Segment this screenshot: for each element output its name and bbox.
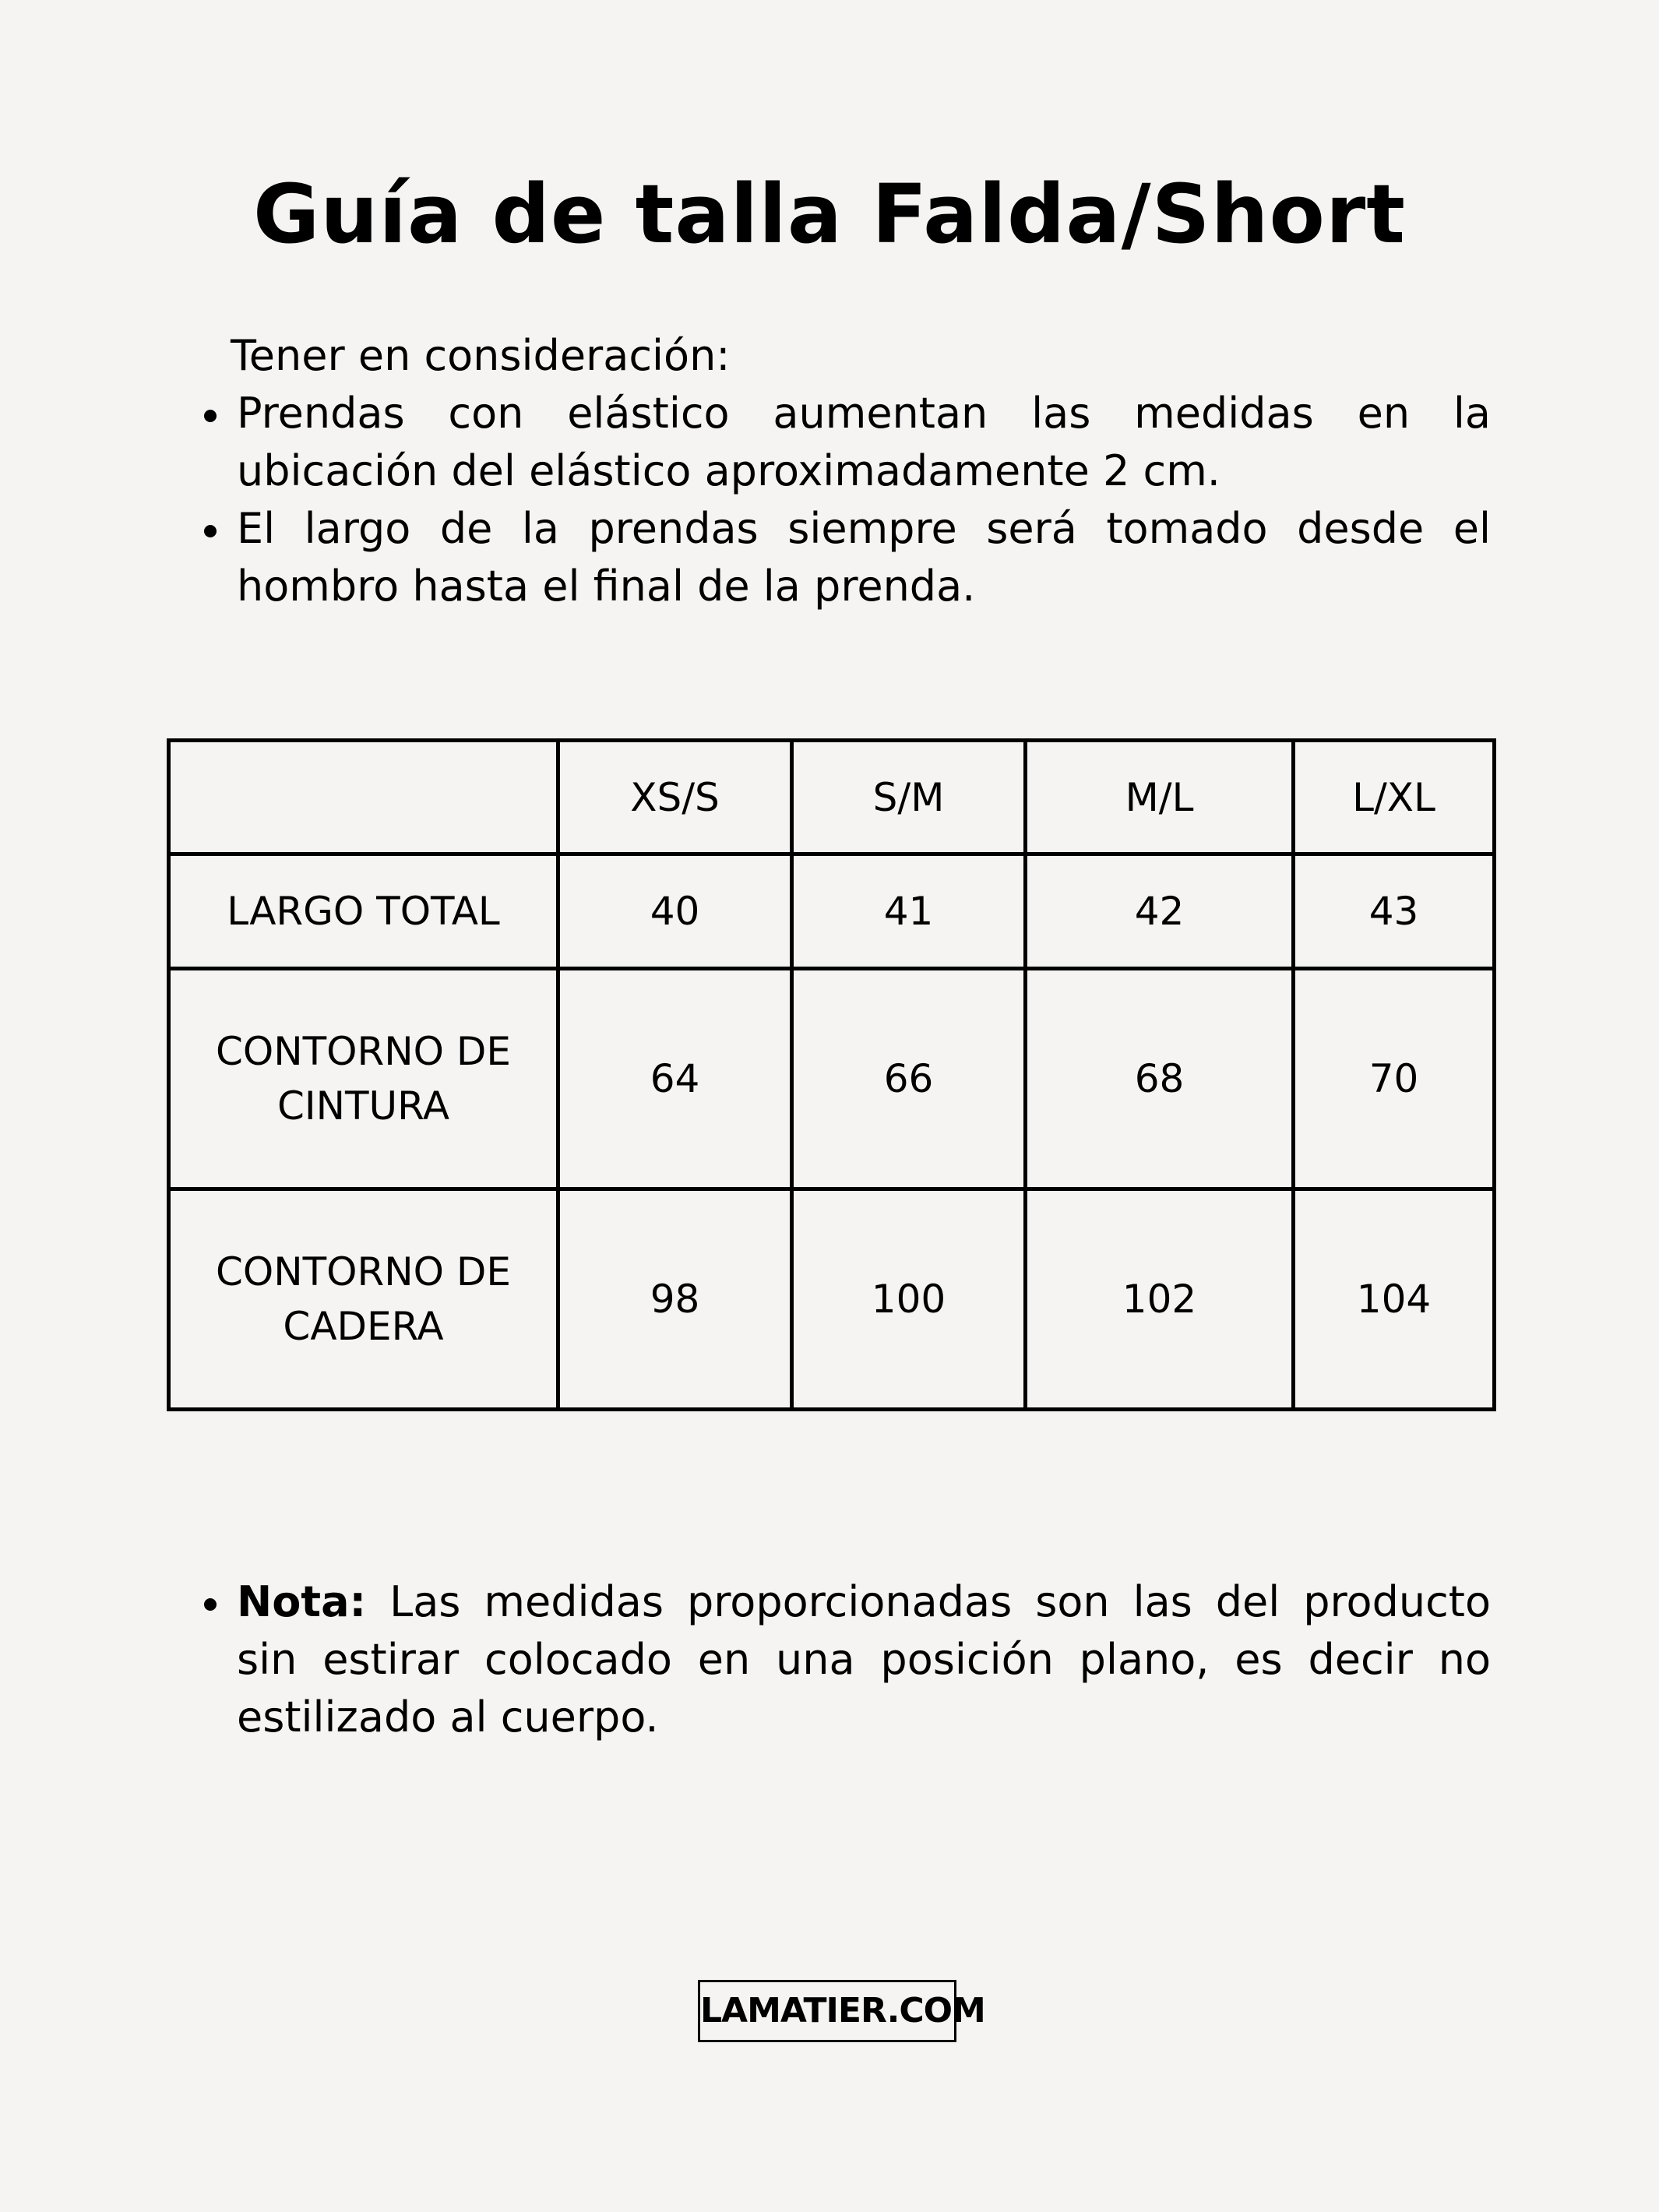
considerations-list	[167, 385, 1491, 615]
table-cell: 42	[1026, 854, 1294, 968]
table-cell: 66	[792, 968, 1026, 1189]
row-label: LARGO TOTAL	[169, 854, 558, 968]
size-header-s-m: S/M	[792, 741, 1026, 854]
table-cell: 41	[792, 854, 1026, 968]
table-cell: 43	[1294, 854, 1495, 968]
table-cell: 104	[1294, 1189, 1495, 1409]
note-label: Nota:	[237, 1577, 367, 1626]
size-chart-table	[167, 738, 1496, 1411]
note-section	[167, 1573, 1491, 1746]
list-item	[167, 1573, 1491, 1746]
row-label: CONTORNO DE CINTURA	[169, 968, 558, 1189]
list-item: Prendas con elástico aumentan las medidas en la ubicación del elástico aproximadamente 2 cm.	[167, 385, 1491, 500]
size-header-l-xl: L/XL	[1294, 741, 1495, 854]
table-cell: 68	[1026, 968, 1294, 1189]
table-row	[169, 968, 1495, 1189]
table-cell: 100	[792, 1189, 1026, 1409]
size-header-xs-s: XS/S	[558, 741, 792, 854]
page-title: Guía de talla Falda/Short	[253, 167, 1406, 262]
size-header-m-l: M/L	[1026, 741, 1294, 854]
table-row	[169, 854, 1495, 968]
table-corner-cell	[169, 741, 558, 854]
table-cell: 64	[558, 968, 792, 1189]
table-cell: 40	[558, 854, 792, 968]
row-label: CONTORNO DE CADERA	[169, 1189, 558, 1409]
considerations-heading: Tener en consideración:	[231, 331, 731, 380]
note-text: Las medidas proporcionadas son las del producto sin estirar colocado en una posición plano, es decir no estilizado al cuerpo.	[237, 1577, 1491, 1742]
table-row	[169, 1189, 1495, 1409]
table-cell: 98	[558, 1189, 792, 1409]
brand-url-box: LAMATIER.COM	[698, 1980, 956, 2042]
considerations-section	[167, 327, 1491, 615]
table-cell: 102	[1026, 1189, 1294, 1409]
note-list	[167, 1573, 1491, 1746]
table-header-row	[169, 741, 1495, 854]
list-item: El largo de la prendas siempre será tomado desde el hombro hasta el final de la prenda.	[167, 500, 1491, 615]
table-cell: 70	[1294, 968, 1495, 1189]
